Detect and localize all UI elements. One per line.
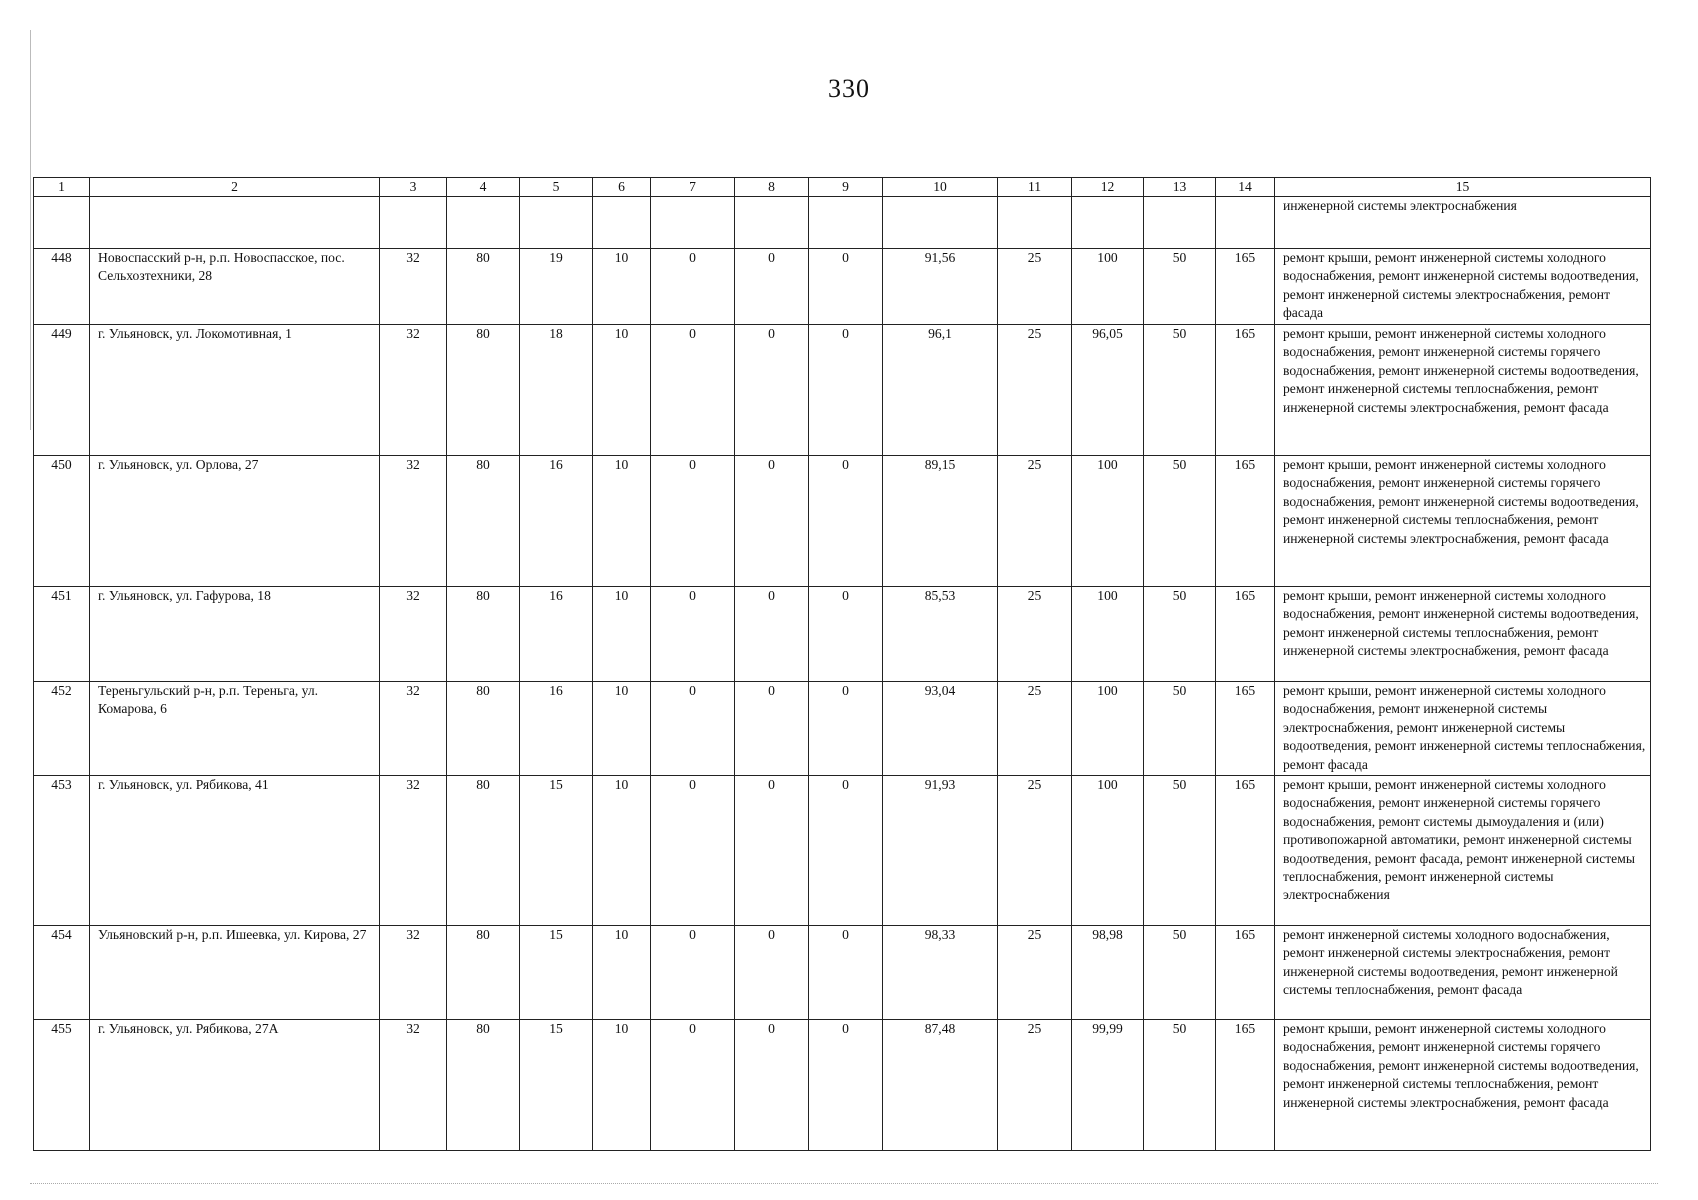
- header-cell: 8: [735, 178, 809, 197]
- value-cell: 165: [1216, 456, 1275, 587]
- table-row: [34, 776, 1651, 926]
- table-row: [34, 682, 1651, 776]
- address-cell: Ульяновский р-н, р.п. Ишеевка, ул. Кирова, 27: [90, 926, 380, 1020]
- header-cell: 2: [90, 178, 380, 197]
- value-cell: 15: [520, 776, 593, 926]
- value-cell: 50: [1144, 926, 1216, 1020]
- works-cell: ремонт крыши, ремонт инженерной системы холодного водоснабжения, ремонт инженерной системы горячего водоснабжения, ремонт инженерной системы водоотведения, ремонт инженерной системы теплоснабжения, ремонт инженерной системы электроснабжения, ремонт фасада: [1275, 325, 1651, 456]
- value-cell: 100: [1072, 249, 1144, 325]
- header-row: [34, 178, 1651, 197]
- value-cell: 50: [1144, 682, 1216, 776]
- value-cell: 16: [520, 456, 593, 587]
- works-cell: ремонт крыши, ремонт инженерной системы холодного водоснабжения, ремонт инженерной системы горячего водоснабжения, ремонт инженерной системы водоотведения, ремонт инженерной системы теплоснабжения, ремонт инженерной системы электроснабжения, ремонт фасада: [1275, 456, 1651, 587]
- works-cell: ремонт крыши, ремонт инженерной системы холодного водоснабжения, ремонт инженерной системы электроснабжения, ремонт инженерной системы водоотведения, ремонт инженерной системы теплоснабжения, ремонт фасада: [1275, 682, 1651, 776]
- value-cell: 32: [380, 926, 447, 1020]
- value-cell: 0: [651, 926, 735, 1020]
- value-cell: 0: [809, 1020, 883, 1151]
- value-cell: 165: [1216, 587, 1275, 682]
- value-cell: 0: [651, 325, 735, 456]
- works-cell: ремонт крыши, ремонт инженерной системы холодного водоснабжения, ремонт инженерной системы горячего водоснабжения, ремонт системы дымоудаления и (или) противопожарной автоматики, ремонт инженерной системы водоотведения, ремонт фасада, ремонт инженерной системы теплоснабжения, ремонт инженерной системы электроснабжения: [1275, 776, 1651, 926]
- scan-bottom-edge: [30, 1183, 1658, 1184]
- value-cell: 32: [380, 325, 447, 456]
- value-cell: 0: [809, 776, 883, 926]
- value-cell: 80: [447, 926, 520, 1020]
- value-cell: 0: [735, 926, 809, 1020]
- value-cell: 25: [998, 1020, 1072, 1151]
- value-cell: 165: [1216, 325, 1275, 456]
- value-cell: 50: [1144, 776, 1216, 926]
- value-cell: 0: [735, 325, 809, 456]
- row-number: 455: [34, 1020, 90, 1151]
- value-cell: 100: [1072, 456, 1144, 587]
- value-cell: 0: [735, 776, 809, 926]
- value-cell: 0: [735, 249, 809, 325]
- header-cell: 4: [447, 178, 520, 197]
- value-cell: 19: [520, 249, 593, 325]
- value-cell: 80: [447, 325, 520, 456]
- header-cell: 14: [1216, 178, 1275, 197]
- address-cell: г. Ульяновск, ул. Гафурова, 18: [90, 587, 380, 682]
- row-number: 448: [34, 249, 90, 325]
- works-cell: ремонт инженерной системы холодного водоснабжения, ремонт инженерной системы электроснабжения, ремонт инженерной системы водоотведения, ремонт инженерной системы теплоснабжения, ремонт фасада: [1275, 926, 1651, 1020]
- value-cell: 0: [735, 456, 809, 587]
- value-cell: 165: [1216, 926, 1275, 1020]
- value-cell: 80: [447, 776, 520, 926]
- value-cell: 165: [1216, 776, 1275, 926]
- value-cell: 50: [1144, 249, 1216, 325]
- value-cell: 25: [998, 926, 1072, 1020]
- value-cell: 87,48: [883, 1020, 998, 1151]
- value-cell: 32: [380, 456, 447, 587]
- header-cell: 10: [883, 178, 998, 197]
- value-cell: 32: [380, 1020, 447, 1151]
- value-cell: 80: [447, 1020, 520, 1151]
- value-cell: 0: [735, 1020, 809, 1151]
- value-cell: 0: [809, 682, 883, 776]
- value-cell: 32: [380, 682, 447, 776]
- value-cell: 96,05: [1072, 325, 1144, 456]
- header-cell: 11: [998, 178, 1072, 197]
- value-cell: 100: [1072, 682, 1144, 776]
- header-cell: 3: [380, 178, 447, 197]
- works-cell: ремонт крыши, ремонт инженерной системы холодного водоснабжения, ремонт инженерной системы водоотведения, ремонт инженерной системы электроснабжения, ремонт фасада: [1275, 249, 1651, 325]
- value-cell: 80: [447, 682, 520, 776]
- value-cell: 80: [447, 587, 520, 682]
- value-cell: 18: [520, 325, 593, 456]
- value-cell: 10: [593, 325, 651, 456]
- value-cell: 165: [1216, 682, 1275, 776]
- value-cell: 10: [593, 456, 651, 587]
- header-cell: 6: [593, 178, 651, 197]
- value-cell: 15: [520, 926, 593, 1020]
- value-cell: 0: [809, 456, 883, 587]
- row-number: 452: [34, 682, 90, 776]
- value-cell: 50: [1144, 587, 1216, 682]
- address-cell: г. Ульяновск, ул. Рябикова, 27А: [90, 1020, 380, 1151]
- value-cell: 0: [735, 682, 809, 776]
- value-cell: 10: [593, 926, 651, 1020]
- value-cell: 25: [998, 249, 1072, 325]
- value-cell: 10: [593, 1020, 651, 1151]
- works-cell: ремонт крыши, ремонт инженерной системы холодного водоснабжения, ремонт инженерной системы водоотведения, ремонт инженерной системы теплоснабжения, ремонт инженерной системы электроснабжения, ремонт фасада: [1275, 587, 1651, 682]
- value-cell: 91,56: [883, 249, 998, 325]
- value-cell: 25: [998, 456, 1072, 587]
- page-number: 330: [828, 74, 870, 103]
- value-cell: 91,93: [883, 776, 998, 926]
- header-cell: 12: [1072, 178, 1144, 197]
- address-cell: г. Ульяновск, ул. Локомотивная, 1: [90, 325, 380, 456]
- value-cell: 99,99: [1072, 1020, 1144, 1151]
- address-cell: Тереньгульский р-н, р.п. Тереньга, ул. Комарова, 6: [90, 682, 380, 776]
- table-row: [34, 1020, 1651, 1151]
- value-cell: 100: [1072, 776, 1144, 926]
- row-number: 453: [34, 776, 90, 926]
- value-cell: 50: [1144, 1020, 1216, 1151]
- value-cell: 0: [651, 587, 735, 682]
- value-cell: 0: [809, 587, 883, 682]
- address-cell: г. Ульяновск, ул. Орлова, 27: [90, 456, 380, 587]
- value-cell: 89,15: [883, 456, 998, 587]
- value-cell: 25: [998, 776, 1072, 926]
- value-cell: 98,33: [883, 926, 998, 1020]
- header-cell: 13: [1144, 178, 1216, 197]
- value-cell: 0: [651, 1020, 735, 1151]
- row-number: 454: [34, 926, 90, 1020]
- value-cell: 0: [809, 325, 883, 456]
- value-cell: 0: [809, 926, 883, 1020]
- value-cell: 50: [1144, 325, 1216, 456]
- value-cell: 32: [380, 776, 447, 926]
- value-cell: 165: [1216, 249, 1275, 325]
- value-cell: 25: [998, 587, 1072, 682]
- value-cell: 0: [651, 682, 735, 776]
- value-cell: 100: [1072, 587, 1144, 682]
- address-cell: Новоспасский р-н, р.п. Новоспасское, пос. Сельхозтехники, 28: [90, 249, 380, 325]
- header-cell: 5: [520, 178, 593, 197]
- table-row: [34, 587, 1651, 682]
- value-cell: 16: [520, 682, 593, 776]
- value-cell: 10: [593, 776, 651, 926]
- header-cell: 15: [1275, 178, 1651, 197]
- value-cell: 165: [1216, 1020, 1275, 1151]
- value-cell: 96,1: [883, 325, 998, 456]
- register-table: [33, 177, 1651, 1151]
- value-cell: 0: [809, 249, 883, 325]
- value-cell: 80: [447, 249, 520, 325]
- header-cell: 7: [651, 178, 735, 197]
- value-cell: 0: [735, 587, 809, 682]
- table-row: [34, 249, 1651, 325]
- value-cell: 0: [651, 776, 735, 926]
- value-cell: 10: [593, 249, 651, 325]
- works-cell: инженерной системы электроснабжения: [1275, 197, 1651, 249]
- row-number: 449: [34, 325, 90, 456]
- value-cell: 32: [380, 587, 447, 682]
- value-cell: 16: [520, 587, 593, 682]
- table-row: [34, 325, 1651, 456]
- value-cell: 0: [651, 249, 735, 325]
- value-cell: 85,53: [883, 587, 998, 682]
- value-cell: 93,04: [883, 682, 998, 776]
- value-cell: 10: [593, 682, 651, 776]
- value-cell: 10: [593, 587, 651, 682]
- row-number: 450: [34, 456, 90, 587]
- value-cell: 98,98: [1072, 926, 1144, 1020]
- table-row: [34, 926, 1651, 1020]
- value-cell: 25: [998, 682, 1072, 776]
- works-cell: ремонт крыши, ремонт инженерной системы холодного водоснабжения, ремонт инженерной системы горячего водоснабжения, ремонт инженерной системы водоотведения, ремонт инженерной системы теплоснабжения, ремонт инженерной системы электроснабжения, ремонт фасада: [1275, 1020, 1651, 1151]
- value-cell: 32: [380, 249, 447, 325]
- value-cell: 25: [998, 325, 1072, 456]
- value-cell: 80: [447, 456, 520, 587]
- row-number: 451: [34, 587, 90, 682]
- value-cell: 50: [1144, 456, 1216, 587]
- header-cell: 1: [34, 178, 90, 197]
- table-row: [34, 456, 1651, 587]
- header-cell: 9: [809, 178, 883, 197]
- value-cell: 15: [520, 1020, 593, 1151]
- continuation-row: [34, 197, 1651, 249]
- value-cell: 0: [651, 456, 735, 587]
- address-cell: г. Ульяновск, ул. Рябикова, 41: [90, 776, 380, 926]
